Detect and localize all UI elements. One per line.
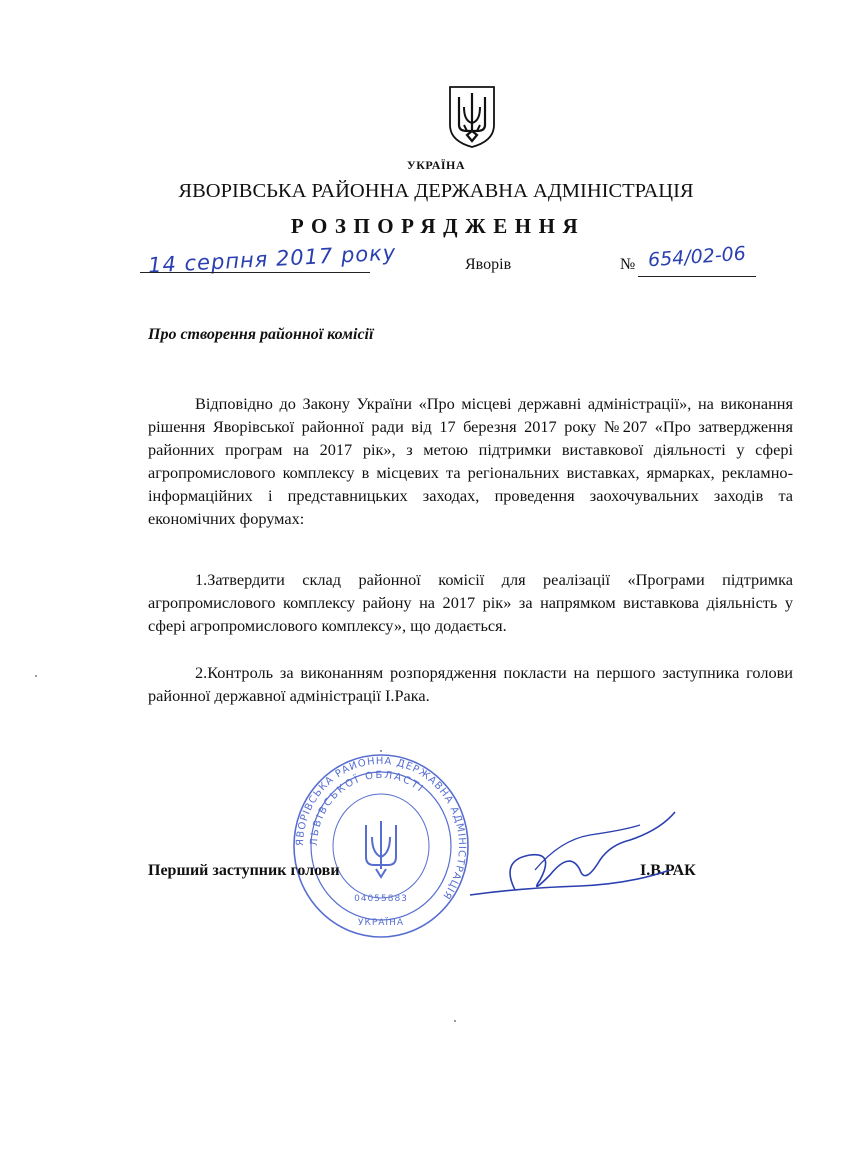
- administration-name: ЯВОРІВСЬКА РАЙОННА ДЕРЖАВНА АДМІНІСТРАЦІЯ: [178, 180, 694, 202]
- scan-speck: [380, 750, 382, 752]
- handwritten-signature: [460, 800, 700, 920]
- signatory-position: Перший заступник голови: [148, 862, 340, 879]
- signatory-name: І.В.РАК: [640, 862, 696, 879]
- handwritten-number: 654/02-06: [647, 242, 747, 272]
- document-type: РОЗПОРЯДЖЕННЯ: [290, 214, 586, 238]
- stamp-country: УКРАЇНА: [357, 918, 405, 928]
- date-underline: [140, 272, 370, 273]
- order-item-1: 1.Затвердити склад районної комісії для реалізації «Програми підтримка агропромислового комплексу району на 2017 рік» за напрямком виставкова діяльність у сфері агропромислового комплексу», що додається.: [148, 570, 793, 635]
- document-subject: Про створення районної комісії: [148, 326, 374, 343]
- place-name: Яворів: [465, 256, 512, 273]
- preamble-paragraph: Відповідно до Закону України «Про місцеві державні адміністрації», на виконання рішення Яворівської районної ради від 17 березня 2017 року №207 «Про затвердження районних програм на 2017 рік», з метою підтримки виставкової діяльності у сфері агропромислового комплексу в місцевих та регіональних виставках, ярмарках, рекламно-інформаційних і представницьких заходах, проведення заохочувальних заходів та економічних форумах:: [148, 394, 793, 528]
- scan-speck: [454, 1020, 456, 1022]
- stamp-trident-icon: [366, 821, 396, 877]
- number-sign: №: [620, 256, 636, 273]
- stamp-inner-text: ЛЬВІВСЬКОЇ ОБЛАСТІ: [308, 769, 427, 847]
- order-item-2: 2.Контроль за виконанням розпорядження покласти на першого заступника голови районної державної адміністрації І.Рака.: [148, 663, 793, 705]
- handwritten-date: 14 серпня 2017 року: [147, 240, 397, 278]
- country-name: УКРАЇНА: [406, 158, 466, 172]
- trident-icon: [447, 85, 497, 149]
- stamp-code: 04055883: [354, 894, 408, 904]
- number-underline: [638, 276, 756, 277]
- stamp-outer-text: ЯВОРІВСЬКА РАЙОННА ДЕРЖАВНА АДМІНІСТРАЦІЯ: [294, 755, 468, 902]
- scan-speck: [35, 675, 37, 677]
- official-stamp: [292, 753, 470, 939]
